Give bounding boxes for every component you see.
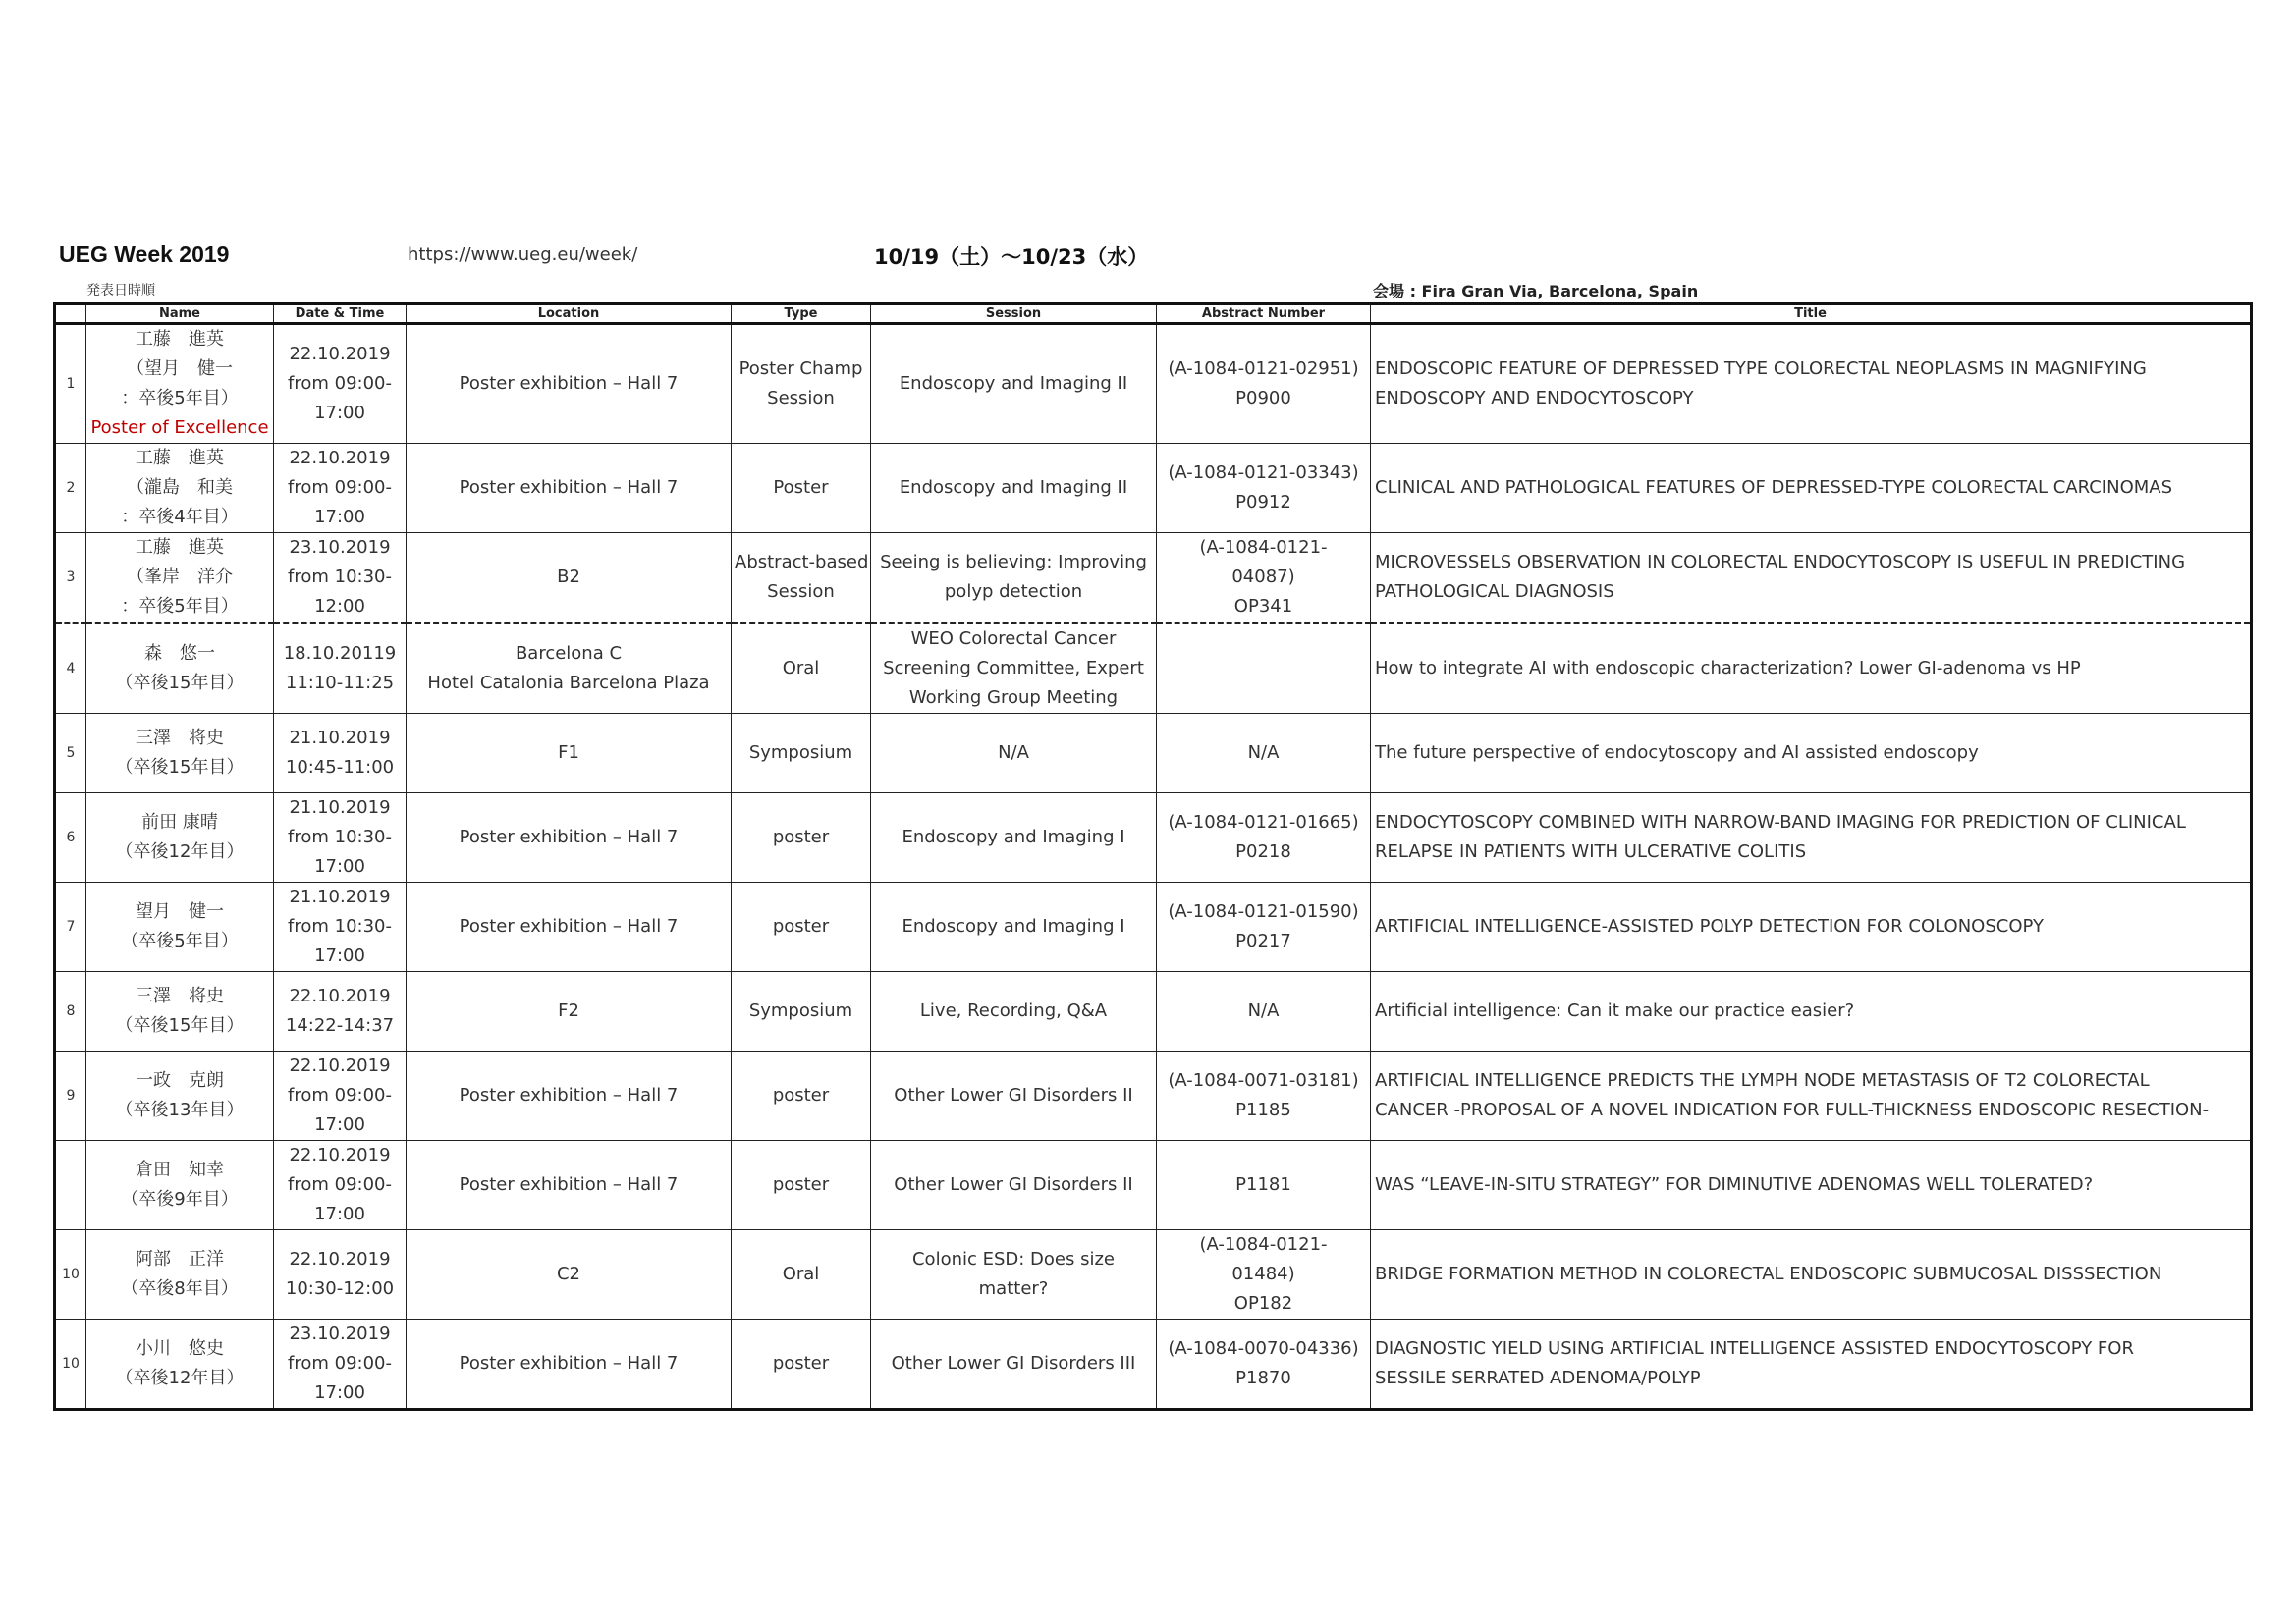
location-line: Hotel Catalonia Barcelona Plaza — [427, 673, 710, 693]
session-line: Other Lower GI Disorders II — [894, 1085, 1133, 1106]
row-number: 1 — [55, 324, 86, 444]
session-cell — [871, 444, 1157, 533]
name-line: 阿部 正洋 — [136, 1249, 224, 1270]
session-line: polyp detection — [944, 581, 1083, 602]
table-row — [55, 714, 2252, 793]
title-line: CLINICAL AND PATHOLOGICAL FEATURES OF DEPRESSED-TYPE COLORECTAL CARCINOMAS — [1375, 477, 2173, 498]
name-line: ：卒後5年目） — [121, 388, 239, 408]
type-cell — [732, 623, 871, 714]
name-line: ：卒後5年目） — [121, 596, 239, 617]
date-line: 22.10.2019 — [289, 1056, 391, 1076]
date-line: 14:22-14:37 — [285, 1015, 395, 1036]
title-cell — [1371, 1230, 2252, 1320]
name-line: 森 悠一 — [144, 643, 215, 664]
page-title: UEG Week 2019 — [59, 242, 230, 267]
location-line: B2 — [557, 567, 580, 587]
name-line: （卒後9年目） — [121, 1189, 239, 1210]
type-cell — [732, 883, 871, 972]
title-line: ENDOSCOPY AND ENDOCYTOSCOPY — [1375, 388, 1694, 408]
award-label: Poster of Excellence — [90, 417, 269, 438]
type-line: Session — [767, 581, 835, 602]
website-url: https://www.ueg.eu/week/ — [408, 244, 638, 265]
session-line: Other Lower GI Disorders II — [894, 1174, 1133, 1195]
title-line: How to integrate AI with endoscopic characterization? Lower GI-adenoma vs HP — [1375, 658, 2081, 678]
date-line: 17:00 — [314, 946, 365, 966]
abstract-line: P0217 — [1235, 931, 1291, 951]
row-number: 7 — [55, 883, 86, 972]
abstract-line: (A-1084-0121-01590) — [1168, 901, 1359, 922]
column-header: Type — [732, 304, 871, 324]
session-cell — [871, 883, 1157, 972]
type-cell — [732, 714, 871, 793]
type-cell — [732, 533, 871, 623]
title-cell — [1371, 324, 2252, 444]
type-line: Symposium — [748, 1001, 853, 1021]
session-cell — [871, 1320, 1157, 1410]
date-line: 10:30-12:00 — [285, 1278, 395, 1299]
abstract-line: (A-1084-0121-03343) — [1168, 462, 1359, 483]
session-line: Endoscopy and Imaging II — [899, 477, 1128, 498]
name-line: 一政 克朗 — [136, 1070, 224, 1091]
location-cell — [407, 1230, 732, 1320]
session-line: Endoscopy and Imaging II — [899, 373, 1128, 394]
location-cell — [407, 1320, 732, 1410]
abstract-line: P0900 — [1235, 388, 1291, 408]
date-line: 17:00 — [314, 856, 365, 877]
location-line: Poster exhibition – Hall 7 — [459, 477, 679, 498]
title-cell — [1371, 1141, 2252, 1230]
name-line: 望月 健一 — [136, 901, 224, 922]
date-line: 17:00 — [314, 1382, 365, 1403]
name-cell — [86, 972, 274, 1052]
title-cell — [1371, 623, 2252, 714]
date-cell — [274, 793, 407, 883]
table-row — [55, 972, 2252, 1052]
title-cell — [1371, 883, 2252, 972]
abstract-line: (A-1084-0121-02951) — [1168, 358, 1359, 379]
name-line: 三澤 将史 — [136, 728, 224, 748]
table-row — [55, 1052, 2252, 1141]
table-row — [55, 793, 2252, 883]
name-line: （瀧島 和美 — [127, 477, 233, 498]
date-line: from 09:00- — [288, 1085, 392, 1106]
name-line: （卒後12年目） — [115, 1368, 245, 1388]
abstract-line: OP182 — [1233, 1293, 1293, 1314]
title-cell — [1371, 1052, 2252, 1141]
row-number: 10 — [55, 1230, 86, 1320]
date-line: 22.10.2019 — [289, 1145, 391, 1165]
name-line: （卒後8年目） — [121, 1278, 239, 1299]
location-cell — [407, 533, 732, 623]
date-line: 21.10.2019 — [289, 728, 391, 748]
session-cell — [871, 1141, 1157, 1230]
type-cell — [732, 972, 871, 1052]
type-line: Oral — [782, 1264, 820, 1284]
title-line: DIAGNOSTIC YIELD USING ARTIFICIAL INTELLIGENCE ASSISTED ENDOCYTOSCOPY FOR — [1375, 1338, 2134, 1359]
location-line: Poster exhibition – Hall 7 — [459, 373, 679, 394]
name-line: 前田 康晴 — [141, 812, 218, 833]
abstract-line: 01484) — [1231, 1264, 1295, 1284]
title-cell — [1371, 444, 2252, 533]
row-number: 10 — [55, 1320, 86, 1410]
type-line: Session — [767, 388, 835, 408]
title-cell — [1371, 793, 2252, 883]
abstract-cell — [1157, 883, 1371, 972]
name-cell — [86, 1052, 274, 1141]
session-line: Colonic ESD: Does size — [911, 1249, 1115, 1270]
date-line: from 09:00- — [288, 1174, 392, 1195]
type-line: Oral — [782, 658, 820, 678]
type-line: Abstract-based — [735, 552, 869, 572]
name-line: 工藤 進英 — [136, 537, 224, 558]
type-line: poster — [772, 1085, 830, 1106]
session-cell — [871, 793, 1157, 883]
title-line: ENDOSCOPIC FEATURE OF DEPRESSED TYPE COLORECTAL NEOPLASMS IN MAGNIFYING — [1375, 358, 2147, 379]
column-header: Session — [871, 304, 1157, 324]
table-row — [55, 1230, 2252, 1320]
name-cell — [86, 533, 274, 623]
name-line: （卒後15年目） — [115, 757, 245, 778]
title-line: BRIDGE FORMATION METHOD IN COLORECTAL ENDOSCOPIC SUBMUCOSAL DISSSECTION — [1375, 1264, 2162, 1284]
location-line: Barcelona C — [515, 643, 623, 664]
date-line: 22.10.2019 — [289, 986, 391, 1006]
date-cell — [274, 883, 407, 972]
location-line: F2 — [558, 1001, 579, 1021]
session-cell — [871, 623, 1157, 714]
location-line: Poster exhibition – Hall 7 — [459, 827, 679, 847]
session-line: WEO Colorectal Cancer — [910, 628, 1117, 649]
session-cell — [871, 1052, 1157, 1141]
session-line: N/A — [998, 742, 1029, 763]
date-line: 22.10.2019 — [289, 344, 391, 364]
column-header: Abstract Number — [1157, 304, 1371, 324]
name-line: （卒後13年目） — [115, 1100, 245, 1120]
abstract-cell — [1157, 972, 1371, 1052]
name-line: 工藤 進英 — [136, 448, 224, 468]
date-line: 10:45-11:00 — [285, 757, 395, 778]
name-line: 小川 悠史 — [136, 1338, 224, 1359]
table-row — [55, 533, 2252, 623]
name-cell — [86, 1320, 274, 1410]
abstract-line: OP341 — [1233, 596, 1293, 617]
type-line: poster — [772, 1174, 830, 1195]
date-line: 22.10.2019 — [289, 1249, 391, 1270]
name-line: 工藤 進英 — [136, 329, 224, 350]
date-cell — [274, 1141, 407, 1230]
title-line: RELAPSE IN PATIENTS WITH ULCERATIVE COLITIS — [1375, 841, 1807, 862]
abstract-line: P0218 — [1235, 841, 1291, 862]
name-cell — [86, 883, 274, 972]
name-line: （望月 健一 — [127, 358, 233, 379]
session-line: Working Group Meeting — [908, 687, 1119, 708]
date-line: 17:00 — [314, 507, 365, 527]
location-line: F1 — [558, 742, 579, 763]
date-cell — [274, 1320, 407, 1410]
type-line: poster — [772, 1353, 830, 1374]
date-line: from 10:30- — [288, 567, 392, 587]
session-cell — [871, 533, 1157, 623]
abstract-line: (A-1084-0121-01665) — [1168, 812, 1359, 833]
type-cell — [732, 1141, 871, 1230]
title-cell — [1371, 714, 2252, 793]
title-line: PATHOLOGICAL DIAGNOSIS — [1375, 581, 1614, 602]
date-line: 17:00 — [314, 1114, 365, 1135]
location-cell — [407, 1141, 732, 1230]
location-line: Poster exhibition – Hall 7 — [459, 1353, 679, 1374]
date-line: 11:10-11:25 — [285, 673, 395, 693]
column-header: Name — [86, 304, 274, 324]
name-cell — [86, 1230, 274, 1320]
name-line: （卒後15年目） — [115, 673, 245, 693]
type-cell — [732, 324, 871, 444]
session-line: Other Lower GI Disorders III — [891, 1353, 1136, 1374]
row-number: 5 — [55, 714, 86, 793]
abstract-cell — [1157, 324, 1371, 444]
abstract-cell — [1157, 1320, 1371, 1410]
title-cell — [1371, 533, 2252, 623]
name-cell — [86, 444, 274, 533]
date-line: 23.10.2019 — [289, 1324, 391, 1344]
date-line: from 10:30- — [288, 916, 392, 937]
name-cell — [86, 1141, 274, 1230]
row-number — [55, 1141, 86, 1230]
date-cell — [274, 444, 407, 533]
row-number: 3 — [55, 533, 86, 623]
title-line: ENDOCYTOSCOPY COMBINED WITH NARROW-BAND IMAGING FOR PREDICTION OF CLINICAL — [1375, 812, 2186, 833]
location-cell — [407, 324, 732, 444]
title-line: WAS “LEAVE-IN-SITU STRATEGY” FOR DIMINUTIVE ADENOMAS WELL TOLERATED? — [1375, 1174, 2094, 1195]
abstract-line: P1870 — [1235, 1368, 1291, 1388]
date-cell — [274, 1230, 407, 1320]
type-line: poster — [772, 827, 830, 847]
date-cell — [274, 623, 407, 714]
location-line: Poster exhibition – Hall 7 — [459, 1085, 679, 1106]
date-line: from 09:00- — [288, 373, 392, 394]
row-number: 4 — [55, 623, 86, 714]
abstract-line: (A-1084-0121- — [1199, 537, 1328, 558]
name-line: （卒後15年目） — [115, 1015, 245, 1036]
table-row — [55, 1141, 2252, 1230]
abstract-line: (A-1084-0070-04336) — [1168, 1338, 1359, 1359]
type-cell — [732, 793, 871, 883]
location-cell — [407, 623, 732, 714]
date-line: 23.10.2019 — [289, 537, 391, 558]
schedule-table — [53, 302, 2253, 1411]
row-number: 8 — [55, 972, 86, 1052]
abstract-cell — [1157, 1230, 1371, 1320]
abstract-cell — [1157, 1141, 1371, 1230]
name-line: （卒後12年目） — [115, 841, 245, 862]
title-line: Artificial intelligence: Can it make our practice easier? — [1375, 1001, 1855, 1021]
date-cell — [274, 714, 407, 793]
abstract-cell — [1157, 444, 1371, 533]
abstract-cell — [1157, 714, 1371, 793]
title-cell — [1371, 1320, 2252, 1410]
name-line: （卒後5年目） — [121, 931, 239, 951]
abstract-cell — [1157, 793, 1371, 883]
title-line: The future perspective of endocytoscopy and AI assisted endoscopy — [1375, 742, 1979, 763]
date-line: 17:00 — [314, 1204, 365, 1224]
name-line: ：卒後4年目） — [121, 507, 239, 527]
column-header-no — [55, 304, 86, 324]
date-line: from 09:00- — [288, 1353, 392, 1374]
row-number: 6 — [55, 793, 86, 883]
title-line: MICROVESSELS OBSERVATION IN COLORECTAL ENDOCYTOSCOPY IS USEFUL IN PREDICTING — [1375, 552, 2186, 572]
table-row — [55, 623, 2252, 714]
title-line: SESSILE SERRATED ADENOMA/POLYP — [1375, 1368, 1701, 1388]
event-dates: 10/19（土）～10/23（水） — [874, 245, 1149, 269]
abstract-line: N/A — [1247, 742, 1280, 763]
type-cell — [732, 444, 871, 533]
abstract-line: P0912 — [1235, 492, 1291, 513]
date-cell — [274, 533, 407, 623]
abstract-line: (A-1084-0071-03181) — [1168, 1070, 1359, 1091]
venue: 会場 : Fira Gran Via, Barcelona, Spain — [1373, 282, 1699, 300]
table-row — [55, 883, 2252, 972]
type-line: Poster Champ — [738, 358, 863, 379]
header-row — [55, 304, 2252, 324]
date-line: 21.10.2019 — [289, 797, 391, 818]
name-line: 三澤 将史 — [136, 986, 224, 1006]
location-cell — [407, 444, 732, 533]
location-cell — [407, 793, 732, 883]
session-cell — [871, 714, 1157, 793]
abstract-cell — [1157, 623, 1371, 714]
session-cell — [871, 324, 1157, 444]
session-line: Screening Committee, Expert — [883, 658, 1144, 678]
date-cell — [274, 1052, 407, 1141]
abstract-line: P1181 — [1235, 1174, 1291, 1195]
session-line: Endoscopy and Imaging I — [902, 916, 1125, 937]
title-line: ARTIFICIAL INTELLIGENCE PREDICTS THE LYMPH NODE METASTASIS OF T2 COLORECTAL — [1375, 1070, 2150, 1091]
abstract-line: (A-1084-0121- — [1199, 1234, 1328, 1255]
title-line: ARTIFICIAL INTELLIGENCE-ASSISTED POLYP DETECTION FOR COLONOSCOPY — [1375, 916, 2044, 937]
abstract-line: 04087) — [1231, 567, 1295, 587]
location-cell — [407, 714, 732, 793]
sort-note: 発表日時順 — [86, 283, 155, 298]
session-line: matter? — [978, 1278, 1049, 1299]
title-line: CANCER -PROPOSAL OF A NOVEL INDICATION FOR FULL-THICKNESS ENDOSCOPIC RESECTION- — [1375, 1100, 2210, 1120]
date-line: from 10:30- — [288, 827, 392, 847]
date-cell — [274, 324, 407, 444]
column-header: Date & Time — [274, 304, 407, 324]
session-line: Endoscopy and Imaging I — [902, 827, 1125, 847]
abstract-cell — [1157, 1052, 1371, 1141]
row-number: 9 — [55, 1052, 86, 1141]
type-cell — [732, 1320, 871, 1410]
title-cell — [1371, 972, 2252, 1052]
abstract-cell — [1157, 533, 1371, 623]
session-cell — [871, 1230, 1157, 1320]
date-line: 22.10.2019 — [289, 448, 391, 468]
location-line: C2 — [556, 1264, 581, 1284]
location-cell — [407, 883, 732, 972]
name-cell — [86, 324, 274, 444]
name-line: 倉田 知幸 — [136, 1160, 224, 1180]
name-line: （峯岸 洋介 — [127, 567, 233, 587]
type-line: Poster — [773, 477, 829, 498]
type-cell — [732, 1052, 871, 1141]
location-line: Poster exhibition – Hall 7 — [459, 916, 679, 937]
date-line: 17:00 — [314, 403, 365, 423]
table-row — [55, 1320, 2252, 1410]
date-cell — [274, 972, 407, 1052]
location-cell — [407, 1052, 732, 1141]
session-line: Live, Recording, Q&A — [919, 1001, 1108, 1021]
column-header: Title — [1371, 304, 2252, 324]
date-line: 12:00 — [314, 596, 365, 617]
abstract-line: N/A — [1247, 1001, 1280, 1021]
location-line: Poster exhibition – Hall 7 — [459, 1174, 679, 1195]
date-line: 18.10.20119 — [283, 643, 397, 664]
table-row — [55, 324, 2252, 444]
type-line: Symposium — [748, 742, 853, 763]
type-line: poster — [772, 916, 830, 937]
column-header: Location — [407, 304, 732, 324]
name-cell — [86, 623, 274, 714]
table-row — [55, 444, 2252, 533]
row-number: 2 — [55, 444, 86, 533]
name-cell — [86, 793, 274, 883]
session-line: Seeing is believing: Improving — [880, 552, 1147, 572]
name-cell — [86, 714, 274, 793]
type-cell — [732, 1230, 871, 1320]
location-cell — [407, 972, 732, 1052]
date-line: 21.10.2019 — [289, 887, 391, 907]
abstract-line: P1185 — [1235, 1100, 1291, 1120]
session-cell — [871, 972, 1157, 1052]
date-line: from 09:00- — [288, 477, 392, 498]
